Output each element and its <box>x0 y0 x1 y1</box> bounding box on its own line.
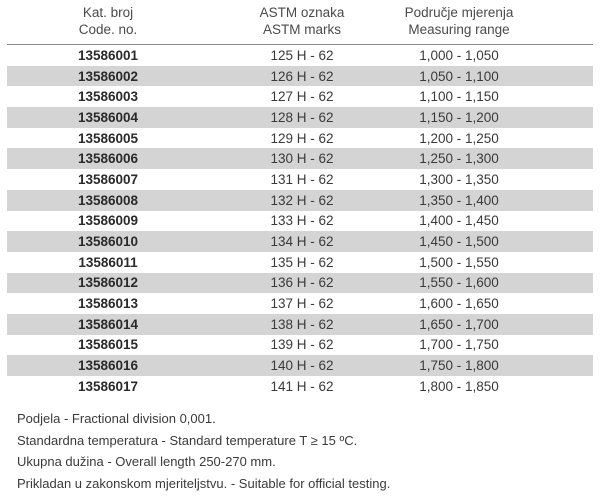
table-row <box>7 252 593 273</box>
code-cell: 13586004 <box>77 109 139 125</box>
range-cell: 1,450 - 1,500 <box>419 234 499 250</box>
table-row <box>7 169 593 190</box>
code-cell: 13586017 <box>77 378 139 394</box>
header-astm-marks-line2: ASTM marks <box>262 22 341 37</box>
range-cell: 1,400 - 1,450 <box>419 213 499 229</box>
range-cell: 1,250 - 1,300 <box>419 151 499 167</box>
table-row <box>7 335 593 356</box>
table-row <box>7 376 593 397</box>
astm-cell: 130 H - 62 <box>270 151 334 167</box>
range-cell: 1,300 - 1,350 <box>419 171 499 187</box>
code-cell: 13586014 <box>77 316 139 332</box>
astm-cell: 137 H - 62 <box>270 296 334 312</box>
range-cell: 1,750 - 1,800 <box>419 358 499 374</box>
astm-cell: 125 H - 62 <box>270 47 334 63</box>
range-cell: 1,500 - 1,550 <box>419 254 499 270</box>
range-cell: 1,350 - 1,400 <box>419 192 499 208</box>
astm-cell: 126 H - 62 <box>270 68 334 84</box>
astm-cell: 131 H - 62 <box>270 171 334 187</box>
note-fractional-division: Podjela - Fractional division 0,001. <box>17 411 216 426</box>
astm-cell: 129 H - 62 <box>270 130 334 146</box>
note-overall-length: Ukupna dužina - Overall length 250-270 mm. <box>17 454 276 469</box>
code-cell: 13586001 <box>77 47 139 63</box>
table-row <box>7 314 593 335</box>
code-cell: 13586016 <box>77 358 139 374</box>
astm-cell: 136 H - 62 <box>270 275 334 291</box>
code-cell: 13586006 <box>77 151 139 167</box>
astm-cell: 128 H - 62 <box>270 109 334 125</box>
code-cell: 13586003 <box>77 89 139 105</box>
table-row <box>7 293 593 314</box>
table-row <box>7 231 593 252</box>
table-body <box>7 45 593 397</box>
table-row <box>7 190 593 211</box>
specification-notes <box>17 408 390 494</box>
header-measuring-range-line2: Measuring range <box>408 22 510 37</box>
header-measuring-range <box>395 4 523 44</box>
table-row <box>7 107 593 128</box>
note-official-testing: Prikladan u zakonskom mjeriteljstvu. - Suitable for official testing. <box>17 475 391 491</box>
code-cell: 13586011 <box>78 254 138 270</box>
range-cell: 1,150 - 1,200 <box>419 109 499 125</box>
table-row <box>7 45 593 66</box>
range-cell: 1,600 - 1,650 <box>419 296 499 312</box>
astm-cell: 135 H - 62 <box>270 254 334 270</box>
range-cell: 1,050 - 1,100 <box>419 68 499 84</box>
astm-cell: 133 H - 62 <box>270 213 334 229</box>
astm-cell: 134 H - 62 <box>270 234 334 250</box>
code-cell: 13586008 <box>77 192 139 208</box>
header-code-no-line1: Kat. broj <box>82 5 134 20</box>
range-cell: 1,200 - 1,250 <box>419 130 499 146</box>
code-cell: 13586002 <box>77 68 139 84</box>
astm-cell: 127 H - 62 <box>270 89 334 105</box>
header-astm-marks-line1: ASTM oznaka <box>259 5 345 20</box>
code-cell: 13586005 <box>77 130 139 146</box>
header-code-no-line2: Code. no. <box>78 22 138 37</box>
code-cell: 13586010 <box>77 234 139 250</box>
code-cell: 13586013 <box>77 296 139 312</box>
table-row <box>7 86 593 107</box>
table-row <box>7 128 593 149</box>
code-cell: 13586009 <box>77 213 139 229</box>
table-row <box>7 66 593 87</box>
astm-cell: 138 H - 62 <box>270 316 334 332</box>
note-standard-temperature: Standardna temperatura - Standard temperature T ≥ 15 ºC. <box>17 432 358 448</box>
table-row <box>7 148 593 169</box>
code-cell: 13586015 <box>77 337 139 353</box>
header-astm-marks <box>209 4 395 44</box>
range-cell: 1,650 - 1,700 <box>419 316 499 332</box>
table-row <box>7 211 593 232</box>
range-cell: 1,000 - 1,050 <box>419 47 499 63</box>
table-header <box>7 4 593 45</box>
product-table <box>7 4 593 397</box>
astm-cell: 141 H - 62 <box>270 378 334 394</box>
range-cell: 1,550 - 1,600 <box>419 275 499 291</box>
astm-cell: 132 H - 62 <box>270 192 334 208</box>
astm-cell: 139 H - 62 <box>270 337 334 353</box>
table-row <box>7 355 593 376</box>
table-row <box>7 273 593 294</box>
astm-cell: 140 H - 62 <box>270 358 334 374</box>
code-cell: 13586012 <box>77 275 139 291</box>
header-code-no <box>7 4 209 44</box>
code-cell: 13586007 <box>77 171 139 187</box>
range-cell: 1,100 - 1,150 <box>419 89 499 105</box>
range-cell: 1,800 - 1,850 <box>419 378 499 394</box>
header-measuring-range-line1: Područje mjerenja <box>404 5 514 20</box>
range-cell: 1,700 - 1,750 <box>419 337 499 353</box>
